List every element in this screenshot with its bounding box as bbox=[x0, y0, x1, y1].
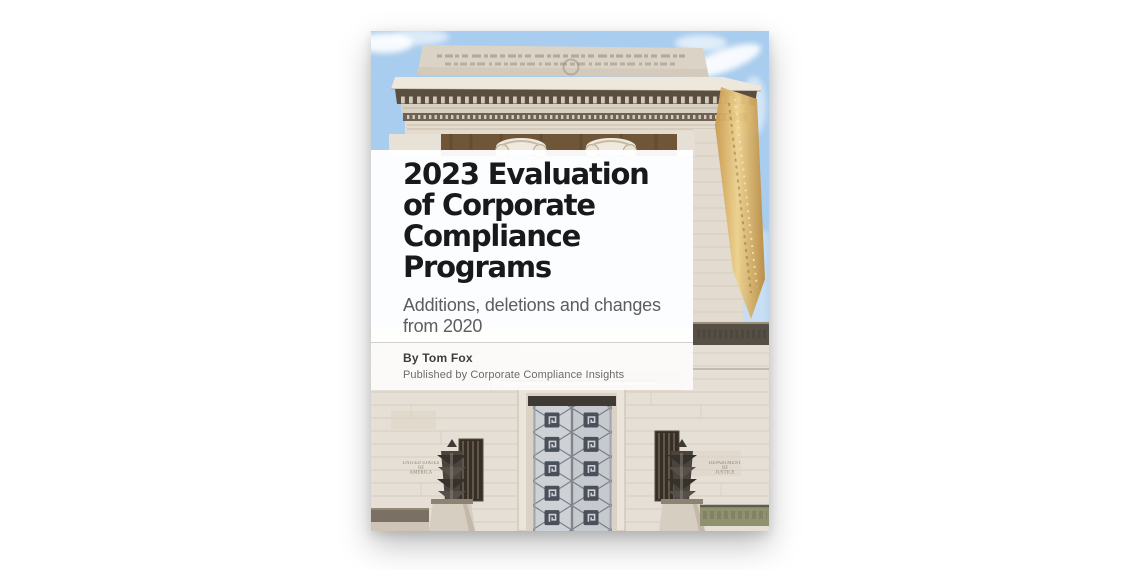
building-inscription-left: UNITED STATES OF AMERICA bbox=[402, 461, 440, 476]
frieze bbox=[417, 45, 709, 77]
report-subtitle: Additions, deletions and changes from 2020 bbox=[403, 295, 661, 336]
door-lintel bbox=[528, 396, 616, 406]
report-title: 2023 Evaluation of Corporate Compliance Programs bbox=[403, 157, 649, 284]
author-byline: By Tom Fox bbox=[403, 351, 473, 365]
cornice bbox=[391, 77, 761, 134]
byline-panel bbox=[371, 342, 693, 390]
report-cover bbox=[371, 31, 769, 531]
publisher-line: Published by Corporate Compliance Insights bbox=[403, 369, 625, 381]
title-panel bbox=[371, 150, 693, 342]
building-inscription-right: DEPARTMENT OF JUSTICE bbox=[708, 461, 742, 476]
entrance-door bbox=[518, 387, 625, 531]
